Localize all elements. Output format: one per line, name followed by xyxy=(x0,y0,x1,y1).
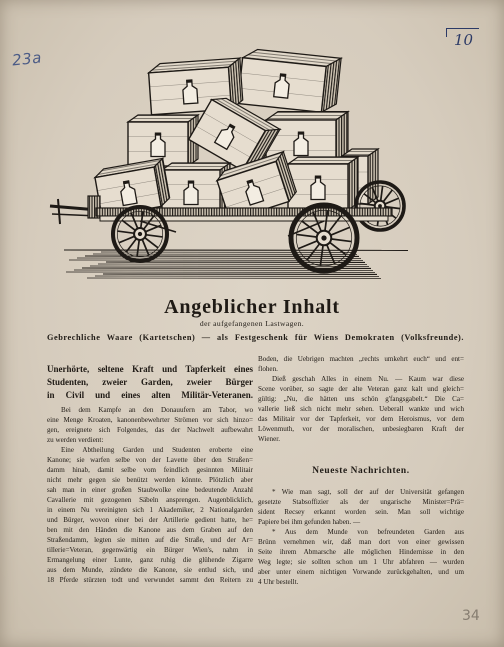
sheet-number-mark: 10 xyxy=(446,28,479,49)
wheel-spoke xyxy=(331,239,352,242)
illustration-caption: Gebrechliche Waare (Kartetschen) — als Festgeschenk für Wiens Demokraten (Volksfreunde). xyxy=(47,333,464,342)
text-line: ben mit den Händen die Kanone aus dem Graben auf den xyxy=(47,526,253,534)
crate xyxy=(288,157,358,210)
text-line: Boden, die Uebrigen machten „rechts umkehrt euch“ und ent= xyxy=(258,355,464,363)
wheel-spoke xyxy=(330,227,350,235)
text-line: Löwenmuth, vor der moralischen, unbesiegbaren Kraft der xyxy=(258,425,464,433)
left-column-heading xyxy=(47,364,253,403)
wheel-spoke xyxy=(381,186,383,201)
crate-top xyxy=(288,157,358,164)
wheel-spoke xyxy=(298,241,318,249)
news-line: * Wie man sagt, soll der auf der Universität gefangen xyxy=(272,488,464,496)
news-text xyxy=(258,487,464,587)
wheel-axle xyxy=(321,235,326,240)
text-line: 18 Pferde stürzten todt und verwundet sammt den Reitern zu xyxy=(47,576,253,584)
news-line: aber unter einem nichtigen Vorwande zurückgehalten, und um xyxy=(258,568,464,576)
wagon-crossbar xyxy=(58,199,60,224)
wheel-spoke xyxy=(383,190,392,202)
crate-top xyxy=(128,115,198,122)
text-line: sah man in einer großen Staubwolke eine bedeutende Anzahl xyxy=(47,486,253,494)
wheel-spoke xyxy=(122,220,136,231)
archive-number-mark: 23a xyxy=(11,48,43,70)
text-line: Kanone; sie warfen selbe von der Lavette über den Straßen= xyxy=(47,456,253,464)
text-line: das Militair vor der Tapferkeit, vor dem Heroismus, vor dem xyxy=(258,415,464,423)
text-line: Scene vorüber, so sagte der alte Veteran ganz kalt und gleich= xyxy=(258,385,464,393)
wagon-wheel xyxy=(356,182,404,230)
crate-top xyxy=(266,112,348,120)
wheel-spoke xyxy=(144,237,158,248)
crate-top xyxy=(162,163,230,170)
heading-line: Unerhörte, seltene Kraft und Tapferkeit eines xyxy=(47,364,253,374)
crate xyxy=(238,48,341,114)
news-line: Papiere bei ihm gefunden haben. — xyxy=(258,518,361,526)
news-line: * Aus dem Munde von befreundeten Garden aus xyxy=(272,528,464,536)
text-line: Ermangelung einer Lunte, ganz ruhig die glühende Zigarre xyxy=(47,556,253,564)
wheel-spoke xyxy=(142,239,149,255)
text-line: Wiener. xyxy=(258,435,280,443)
wheel-spoke xyxy=(145,225,161,232)
wheel-spoke xyxy=(297,234,318,237)
wheel-spoke xyxy=(329,242,346,255)
wagon-with-crates-illustration xyxy=(0,0,504,290)
bottle-cap xyxy=(186,79,193,82)
wheel-spoke xyxy=(307,243,320,260)
wheel-spoke xyxy=(145,235,162,237)
news-line: Brünn vernehmen wir, daß man dort von einer gewissen xyxy=(258,538,464,546)
wheel-spoke xyxy=(118,231,135,233)
text-line: Eine Abtheilung Garden und Studenten eroberte eine xyxy=(61,446,253,454)
wheel-spoke xyxy=(384,198,398,204)
text-line: Straßendamm, legten sie mitten auf die Straße, und der Ar= xyxy=(47,536,253,544)
wheel-axle xyxy=(378,204,382,208)
left-column-text xyxy=(47,405,253,585)
news-line: 4 Uhr bestellt. xyxy=(258,578,299,586)
heading-line: Studenten, zweier Garden, zweier Bürger xyxy=(47,377,253,387)
wheel-spoke xyxy=(360,203,375,205)
news-line: sident Recsey erkannt worden sein. Man soll wichtige xyxy=(258,508,464,516)
bottle-cap xyxy=(155,133,161,136)
text-line: und Bürger, wovon einer bei der Artillerie gedient hatte, he= xyxy=(47,516,253,524)
bottle-cap xyxy=(188,181,194,184)
text-line: nicht mehr gegen sie benützt werden könnte. Plötzlich aber xyxy=(47,476,253,484)
text-line: tillerie=Veteran, gegenwärtig ein Bürger Wien's, nahm in xyxy=(47,546,253,554)
text-line: eine Menge Kroaten, kanonenbewehrter Strömen vor sich hinzo= xyxy=(47,416,253,424)
bottle-cap xyxy=(298,132,304,135)
page-number-mark: 34 xyxy=(462,608,480,624)
bottle-cap xyxy=(315,176,321,179)
heading-line: in Civil und eines alten Militär-Veteranen. xyxy=(47,390,253,400)
wheel-spoke xyxy=(302,221,319,234)
page-subtitle: der aufgefangenen Lastwagen. xyxy=(199,319,305,328)
news-line: gesetzte Stabsoffizier als der ungarische Minister=Prä= xyxy=(258,498,464,506)
text-line: vallerie ließ sich nicht mehr sehen. Ueberall wankte und wich xyxy=(258,405,464,413)
crate-stack xyxy=(94,48,378,221)
ground-hatching xyxy=(64,250,408,278)
back-wheels xyxy=(356,182,404,230)
text-line: flohen. xyxy=(258,365,278,373)
wheel-axle xyxy=(138,232,142,236)
text-line: in einem Nu vereinigten sich 1 Akademiker, 2 Nationalgarden xyxy=(47,506,253,514)
wheel-spoke xyxy=(119,236,135,243)
text-line: Dieß geschah Alles in einem Nu. — Kaum war diese xyxy=(272,375,464,383)
news-heading: Neueste Nachrichten. xyxy=(312,466,410,476)
wagon-floor-beam xyxy=(100,216,388,221)
text-line: gültig: „Nu, die hätten uns schön g'fangsgabelt.“ Die Ca= xyxy=(258,395,464,403)
text-line: zu werden verdient: xyxy=(47,436,104,444)
news-line: Weg legte; sie sollten schon um 1 Uhr abfahren — wurden xyxy=(258,558,464,566)
text-line: Cavallerie mit gezogenen Säbeln ansprengen. Augenblicklich, xyxy=(47,496,253,504)
text-line: aus dem Munde, zündete die Kanone, sie entlud sich, und xyxy=(47,566,253,574)
text-line: gen, ereignete sich Folgendes, das der Nachwelt aufbewahrt xyxy=(47,426,253,434)
text-line: damm hinab, damit selbe vom feindlich gesinnten Militair xyxy=(47,466,253,474)
news-line: Seite ihrem Abmarsche alle möglichen Hindernisse in den xyxy=(258,548,464,556)
text-line: Bei dem Kampfe an den Donauufern am Tabor, wo xyxy=(61,406,253,414)
right-column-text xyxy=(258,354,464,444)
page-title: Angeblicher Inhalt xyxy=(164,296,340,318)
